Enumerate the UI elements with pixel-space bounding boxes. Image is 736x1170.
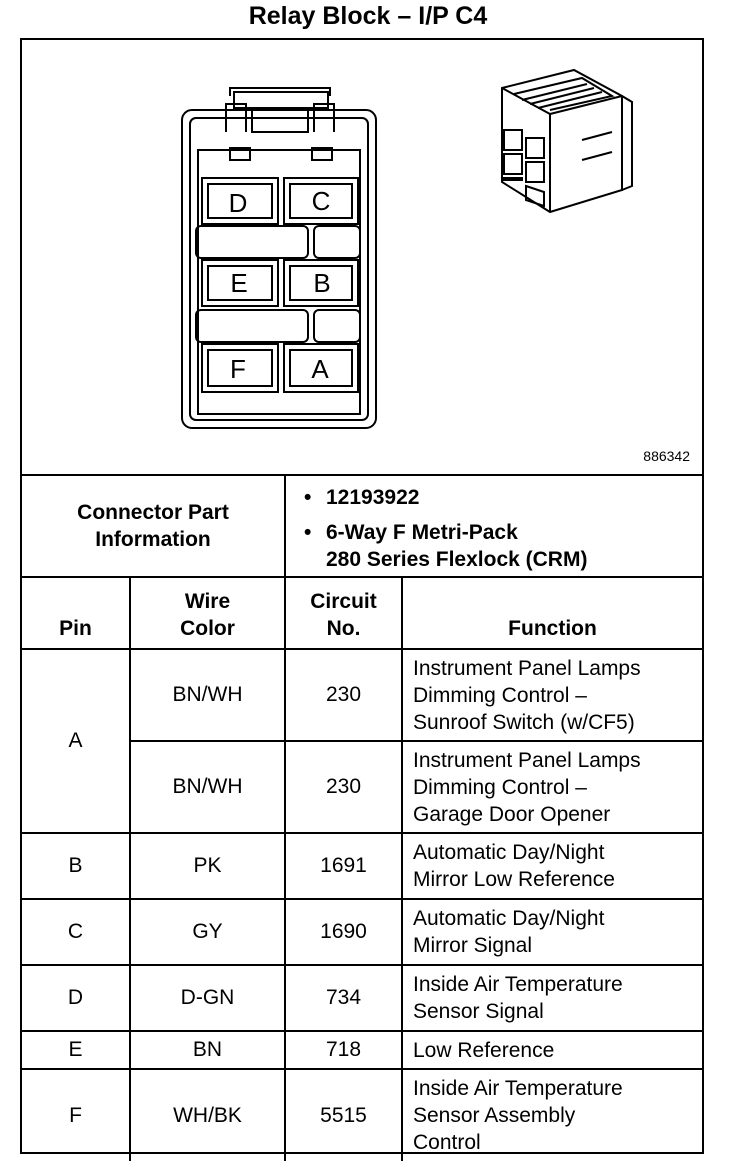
cavity-label: A (311, 354, 329, 384)
function-cell: Inside Air Temperature Sensor Signal (402, 965, 702, 1031)
pin-cell: A (22, 649, 130, 833)
page-title: Relay Block – I/P C4 (248, 2, 488, 30)
pin-cell: E (22, 1031, 130, 1069)
connector-sheet (20, 38, 704, 1154)
function-cell: Inside Air Temperature Sensor Assembly Control (402, 1069, 702, 1161)
connector-illustration (22, 40, 702, 474)
cavity-label: E (230, 268, 248, 298)
wire-color-cell: GY (130, 899, 285, 965)
connector-face-view (22, 40, 702, 474)
table-row (22, 965, 702, 1031)
wire-color-cell: BN (130, 1031, 285, 1069)
cavity-outlines (202, 178, 358, 392)
circuit-cell: 1691 (285, 833, 402, 899)
circuit-cell: 734 (285, 965, 402, 1031)
cavity-label: C (311, 186, 331, 216)
wire-color-cell: BN/WH (130, 649, 285, 741)
circuit-cell: 1690 (285, 899, 402, 965)
wire-color-cell: BN/WH (130, 741, 285, 833)
wire-color-header: Wire Color (130, 577, 285, 649)
part-info-row (22, 475, 702, 577)
connector-type: • 6-Way F Metri-Pack (304, 521, 518, 544)
wire-color-cell: D-GN (130, 965, 285, 1031)
wire-color-cell: PK (130, 833, 285, 899)
part-info-label: Connector Part Information (22, 475, 285, 577)
function-cell: Automatic Day/Night Mirror Low Reference (402, 833, 702, 899)
figure-id: 886342 (643, 448, 690, 464)
function-cell: Instrument Panel Lamps Dimming Control – Garage Door Opener (402, 741, 702, 833)
table-row (22, 1031, 702, 1069)
pin-cell: B (22, 833, 130, 899)
pin-cell: F (22, 1069, 130, 1161)
pin-cell: C (22, 899, 130, 965)
part-number: • 12193922 (304, 486, 420, 509)
cavity-label: F (230, 354, 246, 384)
header-row (22, 577, 702, 649)
wire-color-cell: WH/BK (130, 1069, 285, 1161)
part-info-list (285, 475, 702, 577)
circuit-cell: 230 (285, 649, 402, 741)
cavity-label: D (228, 188, 248, 218)
circuit-cell: 5515 (285, 1069, 402, 1161)
circuit-header: Circuit No. (285, 577, 402, 649)
function-cell: Automatic Day/Night Mirror Signal (402, 899, 702, 965)
cavity-label: B (313, 268, 331, 298)
function-cell: Low Reference (402, 1031, 702, 1069)
connector-iso-view (502, 70, 632, 212)
function-cell: Instrument Panel Lamps Dimming Control – Sunroof Switch (w/CF5) (402, 649, 702, 741)
circuit-cell: 230 (285, 741, 402, 833)
connector-series: 280 Series Flexlock (CRM) (326, 548, 588, 571)
table-row (22, 649, 702, 741)
circuit-cell: 718 (285, 1031, 402, 1069)
function-header: Function (402, 577, 702, 649)
table-row (22, 899, 702, 965)
pin-header: Pin (22, 577, 130, 649)
table-row (22, 833, 702, 899)
pinout-table (22, 474, 702, 1161)
table-row (22, 1069, 702, 1161)
pin-cell: D (22, 965, 130, 1031)
